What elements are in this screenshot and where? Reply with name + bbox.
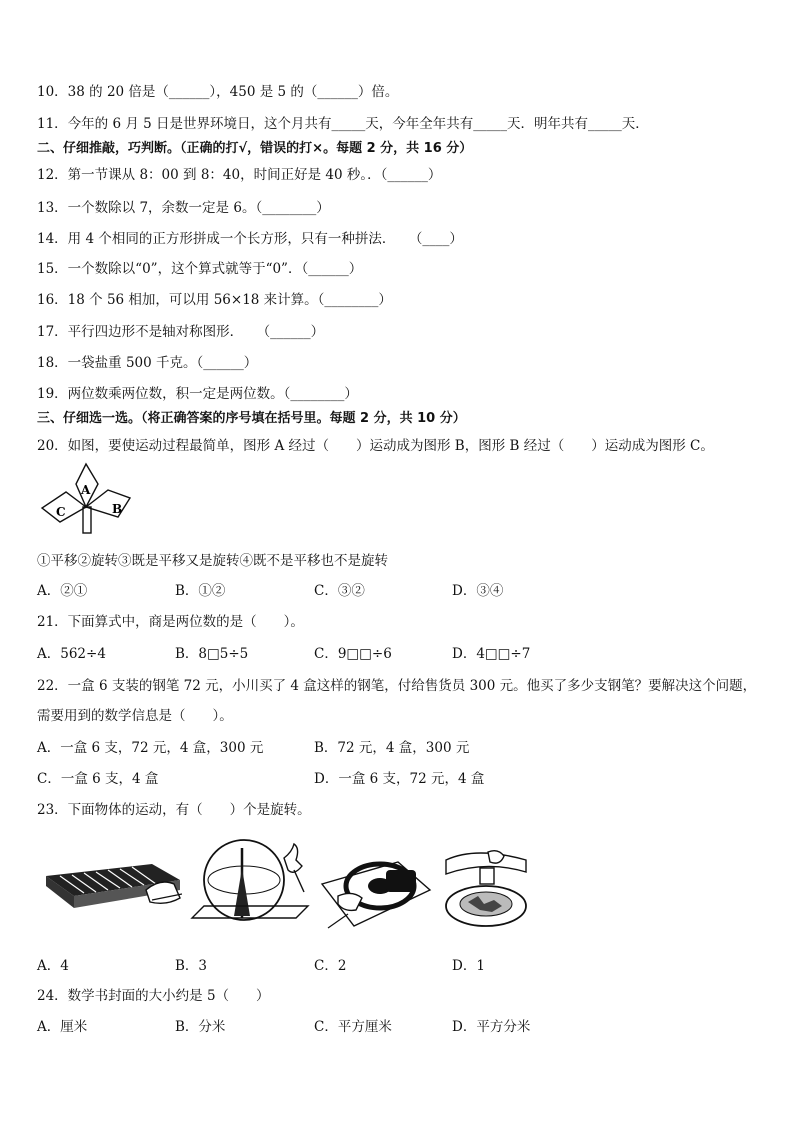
q24-option-d: D．平方分米 xyxy=(452,1019,531,1035)
question-10: 10．38 的 20 倍是（______），450 是 5 的（______）倍。 xyxy=(37,84,399,100)
q20-option-d: D．③④ xyxy=(452,583,504,599)
q23-option-a: A．4 xyxy=(37,958,69,974)
stem-rectangle xyxy=(83,507,91,533)
label-b: B xyxy=(112,502,123,516)
q21-option-a: A．562÷4 xyxy=(37,646,106,662)
question-24: 24．数学书封面的大小约是 5（ ） xyxy=(37,988,270,1004)
label-c: C xyxy=(56,505,66,519)
steering-wheel-illustration xyxy=(318,844,434,934)
question-18: 18．一袋盐重 500 千克。（______） xyxy=(37,355,258,371)
question-23: 23．下面物体的运动，有（ ）个是旋转。 xyxy=(37,802,311,818)
question-22-line-2: 需要用到的数学信息是（ ）。 xyxy=(37,708,233,724)
q20-option-c: C．③② xyxy=(314,583,365,599)
question-19: 19．两位数乘两位数，积一定是两位数。（________） xyxy=(37,386,358,402)
q22-option-c: C．一盒 6 支，4 盒 xyxy=(37,771,159,787)
q22-option-d: D．一盒 6 支，72 元，4 盒 xyxy=(314,771,485,787)
q21-option-c: C．9□□÷6 xyxy=(314,646,392,662)
q23-option-b: B．3 xyxy=(175,958,208,974)
question-15: 15．一个数除以“0”，这个算式就等于“0”．（______） xyxy=(37,261,363,277)
question-17: 17．平行四边形不是轴对称图形． （______） xyxy=(37,324,325,340)
question-21: 21．下面算式中，商是两位数的是（ ）。 xyxy=(37,614,304,630)
question-22-line-1: 22．一盒 6 支装的钢笔 72 元，小川买了 4 盒这样的钢笔，付给售货员 300 元。他买了多少支钢笔？要解决这个问题， xyxy=(37,678,757,694)
section-3-heading: 三、仔细选一选。（将正确答案的序号填在括号里。每题 2 分，共 10 分） xyxy=(37,411,466,426)
faucet-illustration xyxy=(438,846,534,934)
question-11: 11．今年的 6 月 5 日是世界环境日，这个月共有_____天，今年全年共有_____天．明年共有_____天． xyxy=(37,116,649,132)
q22-option-a: A．一盒 6 支，72 元，4 盒，300 元 xyxy=(37,740,264,756)
q22-option-b: B．72 元，4 盒，300 元 xyxy=(314,740,470,756)
globe-illustration xyxy=(186,836,312,932)
question-14: 14．用 4 个相同的正方形拼成一个长方形，只有一种拼法． （____） xyxy=(37,231,463,247)
question-20: 20．如图，要使运动过程最简单，图形 A 经过（ ）运动成为图形 B，图形 B 经过（ ）运动成为图形 C。 xyxy=(37,438,714,454)
abacus-illustration xyxy=(42,836,182,918)
q20-option-a: A．②① xyxy=(37,583,88,599)
label-a: A xyxy=(81,483,91,497)
rotation-figure xyxy=(38,462,142,542)
section-2-heading: 二、仔细推敲，巧判断。（正确的打√，错误的打×。每题 2 分，共 16 分） xyxy=(37,141,473,156)
q20-option-b: B．①② xyxy=(175,583,226,599)
question-20-hint: ①平移②旋转③既是平移又是旋转④既不是平移也不是旋转 xyxy=(37,553,388,569)
q24-option-b: B．分米 xyxy=(175,1019,226,1035)
question-16: 16．18 个 56 相加，可以用 56×18 来计算。（________） xyxy=(37,292,392,308)
question-13: 13．一个数除以 7，余数一定是 6。（________） xyxy=(37,200,330,216)
q23-option-c: C．2 xyxy=(314,958,347,974)
q24-option-c: C．平方厘米 xyxy=(314,1019,392,1035)
q23-option-d: D．1 xyxy=(452,958,485,974)
q21-option-d: D．4□□÷7 xyxy=(452,646,531,662)
question-12: 12．第一节课从 8：00 到 8：40，时间正好是 40 秒。．（______） xyxy=(37,167,442,183)
q24-option-a: A．厘米 xyxy=(37,1019,88,1035)
q21-option-b: B．8□5÷5 xyxy=(175,646,249,662)
